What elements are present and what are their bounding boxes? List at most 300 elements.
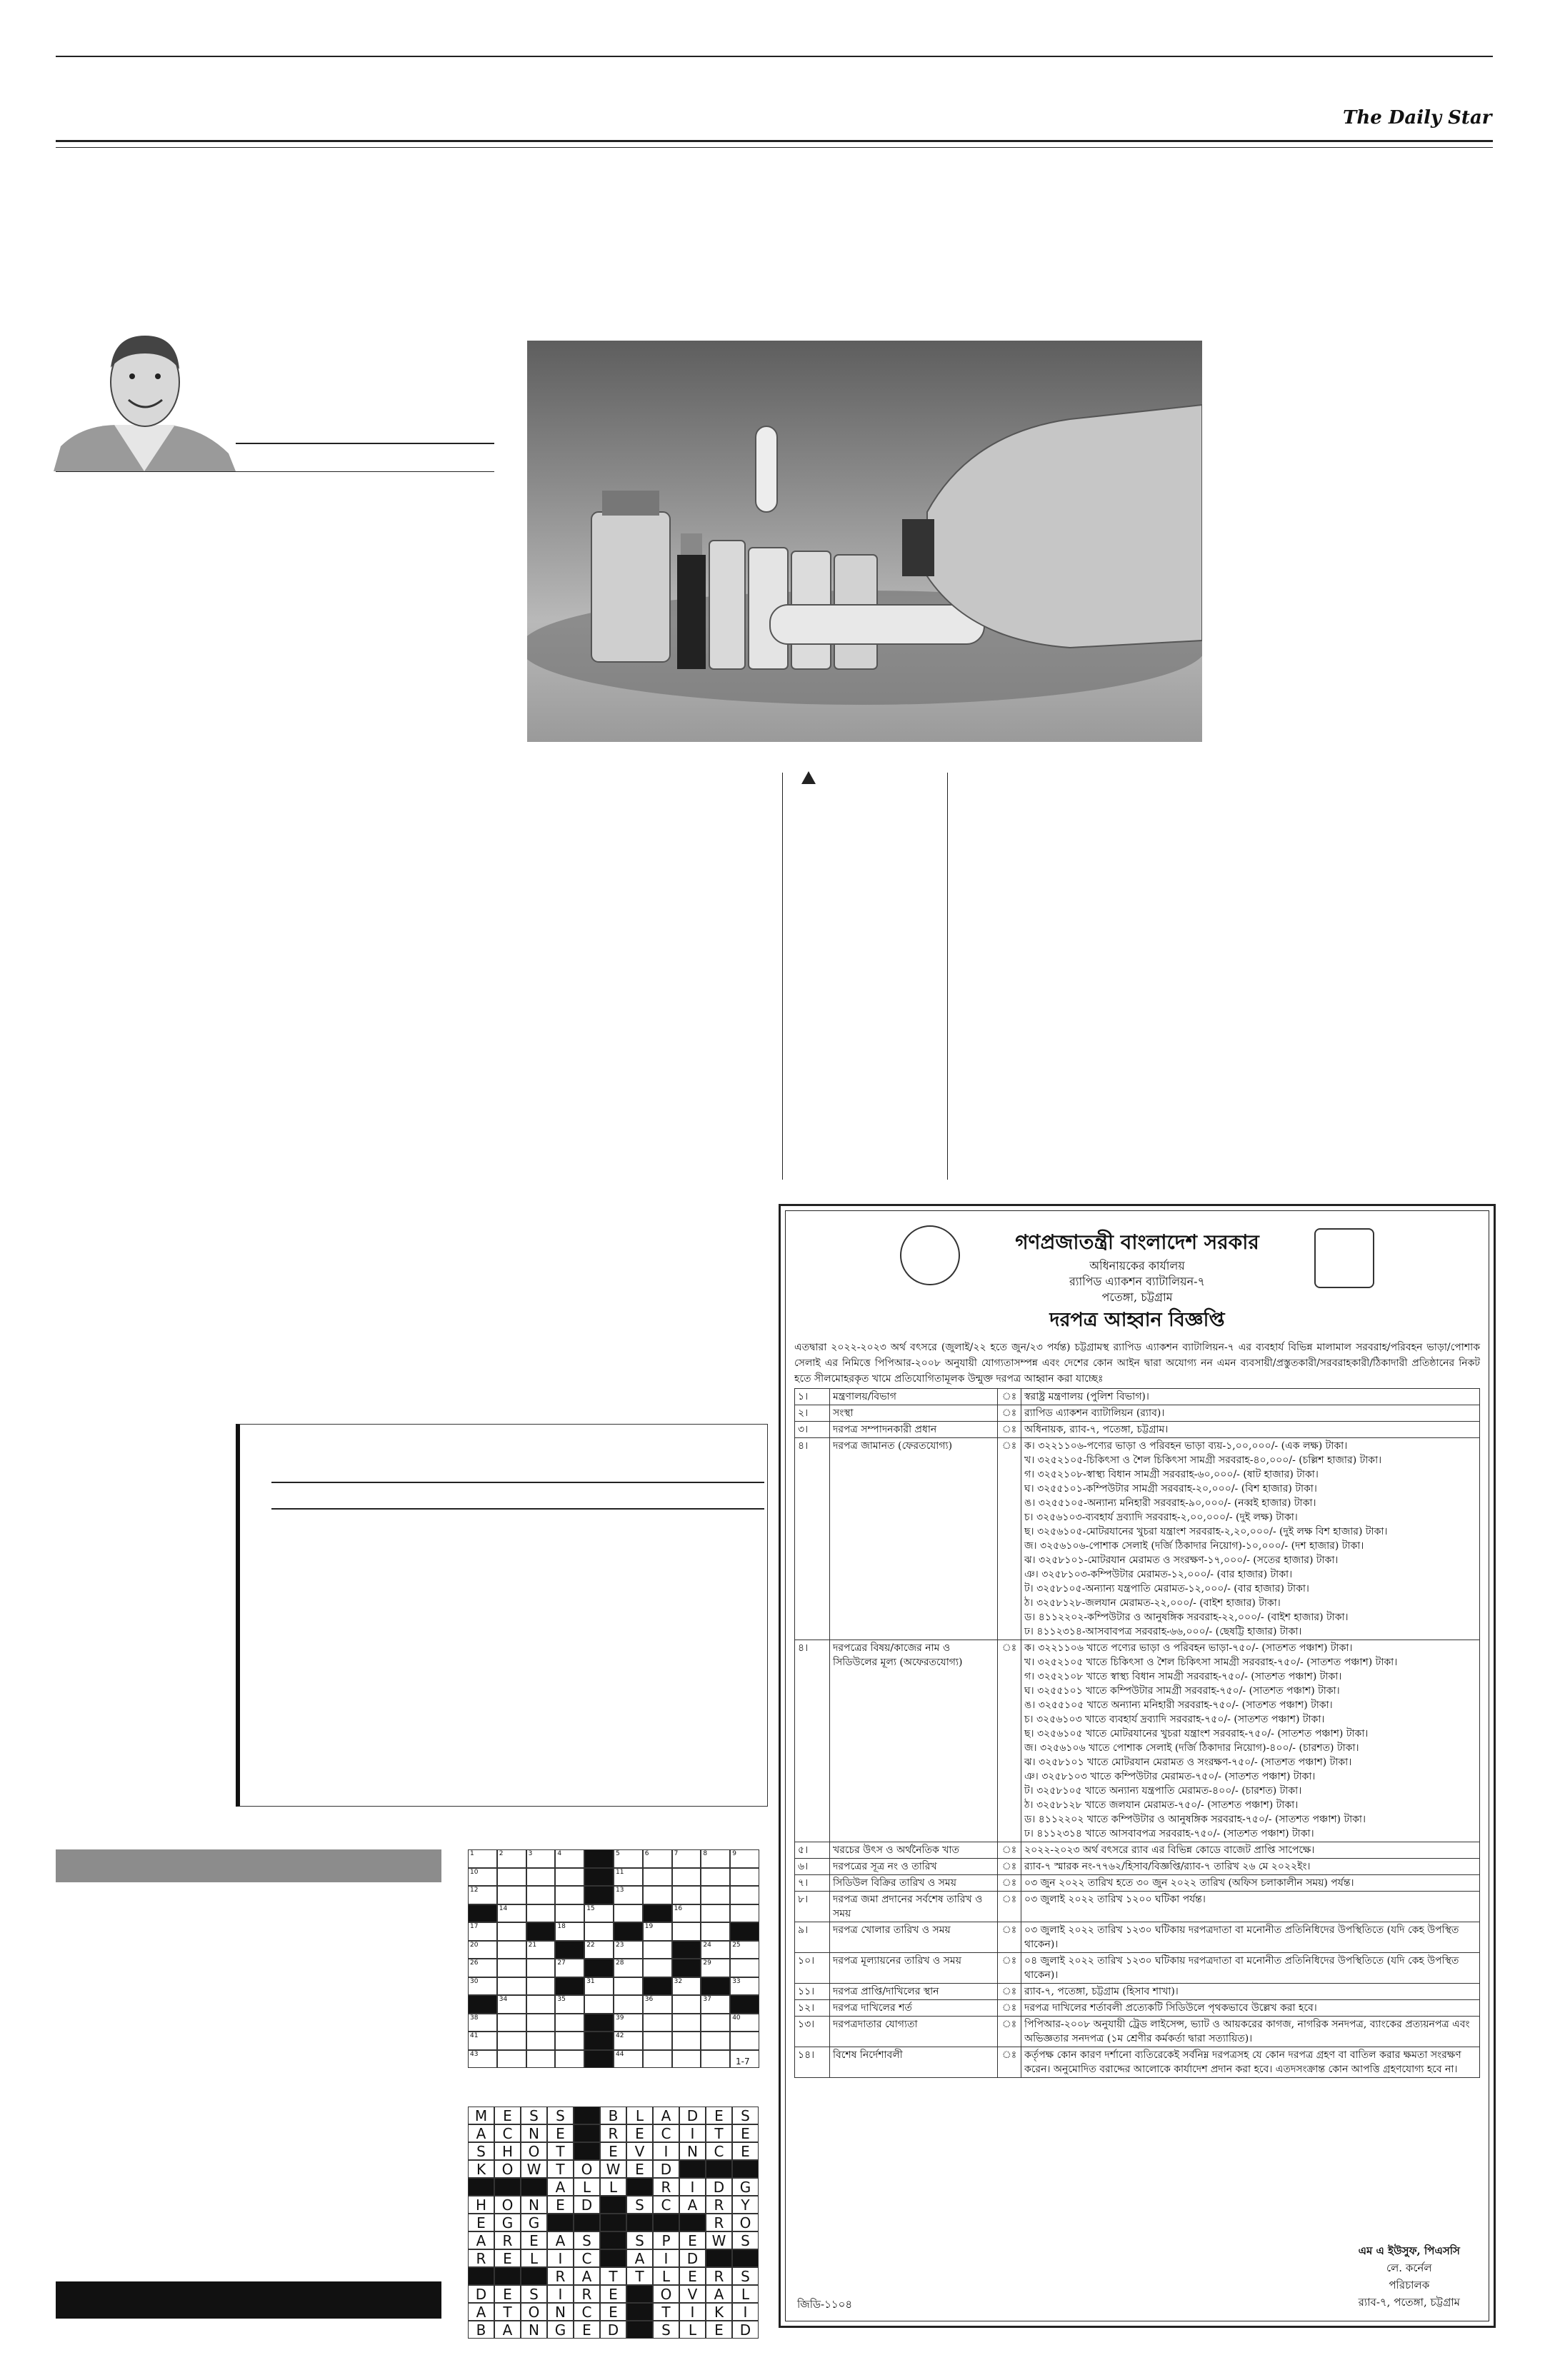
solution-cell: V — [626, 2142, 653, 2160]
solution-cell: E — [574, 2321, 600, 2339]
crossword-date: 1-7 — [736, 2057, 750, 2067]
tender-row-number: ৫। — [795, 1842, 830, 1859]
solution-cell — [679, 2160, 706, 2178]
tender-row-line: ঞ। ৩২৫৮১০৩-কম্পিউটার মেরামত-১২,০০০/- (বার হাজার) টাকা। — [1024, 1569, 1293, 1580]
tender-intro: এতদ্বারা ২০২২-২০২৩ অর্থ বৎসরে (জুলাই/২২ হতে জুন/২৩ পর্যন্ত) চট্টগ্রামস্থ র‍্যাপিড এ্যাকশন ব্যাটালিয়ন-৭ এর ব্যবহার্য বিভিন্ন মালামাল সরবরাহ/পরিবহন ভাড়া/পোশাক সেলাই এর নিমিত্তে পিপিআর-২০০৮ অনুযায়ী যোগ্যতাসম্পন্ন এবং দেশের কোন আইন দ্বারা অযোগ্য নন এমন ব্যবসায়ী/প্রস্তুতকারী/সরবরাহকারী/ঠিকাদারী প্রতিষ্ঠানের নিকট হতে সীলমোহরকৃত খামে প্রতিযোগিতামূলক উন্মুক্ত দরপত্র আহ্বান করা যাচ্ছেঃ — [794, 1342, 1480, 1385]
solution-cell — [494, 2267, 521, 2285]
tender-row-number: ২। — [795, 1405, 830, 1422]
crossword-cell — [672, 1995, 701, 2014]
tender-row-line: ড। ৪১১২২০২ খাতে কম্পিউটার ও আনুষঙ্গিক সরবরাহ-৭৫০/- (সাতশত পঞ্চাশ) টাকা। — [1024, 1814, 1366, 1825]
solution-cell: D — [574, 2196, 600, 2214]
tender-row-line: ঝ। ৩২৫৮১০১-মোটরযান মেরামত ও সংরক্ষণ-১৭,০০০/- (সতের হাজার) টাকা। — [1024, 1555, 1339, 1566]
crossword-solution-grid — [468, 2107, 759, 2339]
solution-cell: S — [574, 2231, 600, 2249]
crossword-cell — [526, 2014, 556, 2032]
solution-cell: A — [547, 2231, 574, 2249]
tender-row-line: গ। ৩২৫২১০৮ খাতে স্বাস্থ্য বিধান সামগ্রী সরবরাহ-৭৫০/- (সাতশত পঞ্চাশ) টাকা। — [1024, 1671, 1342, 1682]
tender-row-line: ছ। ৩২৫৬১০৫ খাতে মোটরযানের খুচরা যন্ত্রাংশ সরবরাহ-৭৫০/- (সাতশত পঞ্চাশ) টাকা। — [1024, 1728, 1369, 1739]
tender-row — [795, 1859, 1480, 1875]
solution-cell: I — [732, 2303, 759, 2321]
crossword-cell — [526, 1886, 556, 1904]
crossword-cell — [468, 1904, 497, 1923]
tender-row-line: ঢ। ৪১১২৩১৪ খাতে আসবাবপত্র সরবরাহ-৭৫০/- (সাতশত পঞ্চাশ) টাকা। — [1024, 1828, 1314, 1839]
crossword-cell — [584, 1995, 614, 2014]
tender-row-number: ১১। — [795, 1984, 830, 2000]
solution-cell: M — [468, 2107, 494, 2124]
crossword-clue-number: 6 — [644, 1850, 649, 1857]
crossword-clue-number: 38 — [470, 2014, 479, 2022]
masthead-logo: The Daily Star — [1343, 107, 1492, 129]
solution-cell: E — [547, 2196, 574, 2214]
solution-cell: I — [679, 2178, 706, 2196]
crossword-cell — [643, 1922, 672, 1941]
header-rule-1 — [56, 140, 1493, 142]
solution-cell: B — [600, 2107, 626, 2124]
tender-row — [795, 1640, 1480, 1842]
solution-cell — [521, 2178, 547, 2196]
crossword-cell — [730, 1941, 759, 1959]
solution-cell: S — [521, 2107, 547, 2124]
solution-cell: D — [653, 2160, 679, 2178]
tender-row-label: দরপত্র দাখিলের শর্ত — [830, 2000, 998, 2017]
crossword-clue-number: 23 — [616, 1941, 624, 1949]
crossword-clue-number: 18 — [557, 1923, 566, 1930]
solution-cell: S — [732, 2107, 759, 2124]
crossword-cell — [672, 1849, 701, 1868]
tender-row-line: ০৩ জুলাই ২০২২ তারিখ ১২৩০ ঘটিকায় দরপত্রদাতা বা মনোনীত প্রতিনিধিদের উপস্থিতিতে (যদি কেহ উপস্থিত থাকেন)। — [1024, 1924, 1459, 1950]
tender-row — [795, 2047, 1480, 2078]
solution-cell: R — [468, 2249, 494, 2267]
crossword-clue-number: 16 — [674, 1904, 683, 1912]
solution-cell: O — [494, 2160, 521, 2178]
tender-row-value — [1021, 2000, 1480, 2017]
crossword-cell — [584, 1922, 614, 1941]
solution-cell: T — [547, 2160, 574, 2178]
solution-cell — [521, 2267, 547, 2285]
tender-row-line: চ। ৩২৫৬১০৩ খাতে ব্যবহার্য দ্রব্যাদি সরবরাহ-৭৫০/- (সাতশত পঞ্চাশ) টাকা। — [1024, 1714, 1325, 1725]
solution-cell: Y — [732, 2196, 759, 2214]
crossword-clue-number: 42 — [616, 2032, 624, 2039]
solution-cell: E — [732, 2124, 759, 2142]
crossword-cell — [614, 1959, 643, 1977]
tender-row-line: ঞ। ৩২৫৮১০৩ খাতে কম্পিউটার মেরামত-৭৫০/- (সাতশত পঞ্চাশ) টাকা। — [1024, 1771, 1316, 1782]
tender-row — [795, 1405, 1480, 1422]
solution-cell: T — [653, 2303, 679, 2321]
solution-cell: E — [679, 2231, 706, 2249]
solution-cell — [600, 2249, 626, 2267]
tender-row-separator: ঃ — [998, 1438, 1021, 1640]
solution-cell: N — [521, 2124, 547, 2142]
solution-cell: E — [547, 2124, 574, 2142]
crossword-cell — [643, 1904, 672, 1923]
crossword-cell — [643, 1977, 672, 1996]
solution-cell: E — [494, 2285, 521, 2303]
crossword-cell — [701, 1849, 730, 1868]
tender-row-label: দরপত্র জমা প্রদানের সর্বশেষ তারিখ ও সময় — [830, 1892, 998, 1922]
crossword-cell — [584, 1868, 614, 1887]
crossword-cell — [468, 2032, 497, 2050]
crossword-cell — [730, 2032, 759, 2050]
tender-row-value — [1021, 1875, 1480, 1892]
solution-cell: I — [653, 2142, 679, 2160]
crossword-cell — [672, 2032, 701, 2050]
top-rule — [56, 56, 1493, 57]
solution-cell — [494, 2178, 521, 2196]
solution-cell: T — [494, 2303, 521, 2321]
crossword-clue-number: 10 — [470, 1868, 479, 1876]
tender-row-value — [1021, 1842, 1480, 1859]
crossword-cell — [468, 1959, 497, 1977]
crossword-cell — [497, 1959, 526, 1977]
tender-row — [795, 1422, 1480, 1438]
crossword-cell — [555, 1941, 584, 1959]
solution-cell — [600, 2214, 626, 2231]
solution-cell: K — [706, 2303, 732, 2321]
crossword-clue-number: 7 — [674, 1850, 679, 1857]
crossword-cell — [555, 1959, 584, 1977]
crossword-clue-number: 43 — [470, 2050, 479, 2058]
tender-row-separator: ঃ — [998, 1859, 1021, 1875]
tender-row-line: ছ। ৩২৫৬১০৫-মোটরযানের খুচরা যন্ত্রাংশ সরবরাহ-২,২০,০০০/- (দুই লক্ষ বিশ হাজার) টাকা। — [1024, 1526, 1388, 1537]
tender-table — [794, 1388, 1480, 2078]
tender-row-number: ১৪। — [795, 2047, 830, 2078]
tender-row-number: ৪। — [795, 1640, 830, 1842]
solution-cell: E — [521, 2231, 547, 2249]
solution-cell: O — [494, 2196, 521, 2214]
crossword-cell — [497, 1904, 526, 1923]
tender-location: পতেঙ্গা, চট্টগ্রাম — [1101, 1290, 1173, 1304]
crossword-cell — [555, 2050, 584, 2069]
solution-cell: N — [547, 2303, 574, 2321]
solution-cell — [732, 2249, 759, 2267]
crossword-cell — [497, 1941, 526, 1959]
crossword-cell — [584, 2014, 614, 2032]
solution-cell: S — [626, 2196, 653, 2214]
solution-cell: O — [732, 2214, 759, 2231]
crossword-cell — [614, 1904, 643, 1923]
crossword-cell — [584, 1886, 614, 1904]
crossword-header-bar — [56, 1849, 441, 1882]
solution-cell — [574, 2142, 600, 2160]
solution-cell: O — [653, 2285, 679, 2303]
crossword-cell — [468, 1977, 497, 1996]
tender-row-number: ৮। — [795, 1892, 830, 1922]
crossword-cell — [672, 1868, 701, 1887]
crossword-cell — [730, 1849, 759, 1868]
crossword-cell — [614, 2050, 643, 2069]
crossword-cell — [555, 2014, 584, 2032]
crossword-cell — [614, 1941, 643, 1959]
crossword-cell — [497, 1849, 526, 1868]
crossword-cell — [584, 1941, 614, 1959]
tender-row-line: ক। ৩২২১১০৬ খাতে পণ্যের ভাড়া ও পরিবহন ভাড়া-৭৫০/- (সাতশত পঞ্চাশ) টাকা। — [1024, 1642, 1353, 1654]
crossword-cell — [643, 1868, 672, 1887]
crossword-clue-number: 3 — [528, 1850, 533, 1857]
crossword-clue-number: 34 — [499, 1996, 508, 2003]
tender-row-line: ০৪ জুলাই ২০২২ তারিখ ১২৩০ ঘটিকায় দরপত্রদাতা বা মনোনীত প্রতিনিধিদের উপস্থিতিতে (যদি কেহ উপস্থিত থাকেন)। — [1024, 1955, 1459, 1981]
crossword-cell — [497, 2050, 526, 2069]
tender-row-line: ট। ৩২৫৮১০৫-অন্যান্য যন্ত্রপাতি মেরামত-১২,০০০/- (বার হাজার) টাকা। — [1024, 1583, 1309, 1595]
crossword-cell — [468, 2050, 497, 2069]
solution-cell: A — [706, 2285, 732, 2303]
solution-cell: G — [547, 2321, 574, 2339]
tender-notice — [779, 1204, 1496, 2328]
crossword-clue-number: 36 — [644, 1996, 654, 2003]
tender-row-line: ঘ। ৩২৫৫১০১ খাতে কম্পিউটার সামগ্রী সরবরাহ-৭৫০/- (সাতশত পঞ্চাশ) টাকা। — [1024, 1685, 1340, 1697]
tender-row-separator: ঃ — [998, 1892, 1021, 1922]
solution-cell: A — [574, 2267, 600, 2285]
solution-cell: O — [521, 2142, 547, 2160]
solution-cell: G — [494, 2214, 521, 2231]
solution-cell — [732, 2160, 759, 2178]
crossword-cell — [555, 1977, 584, 1996]
crossword-cell — [526, 2050, 556, 2069]
solution-cell — [653, 2214, 679, 2231]
crossword-cell — [672, 2050, 701, 2069]
tender-row-label: দরপত্রের বিষয়/কাজের নাম ও সিডিউলের মূল্য (অফেরতযোগ্য) — [830, 1640, 998, 1842]
tender-row-line: ০৩ জুন ২০২২ তারিখ হতে ৩০ জুন ২০২২ তারিখ (অফিস চলাকালীন সময়) পর্যন্ত। — [1024, 1877, 1354, 1889]
crossword-clue-number: 31 — [586, 1977, 595, 1985]
solution-footer-bar — [56, 2281, 441, 2319]
tender-row-number: ১৩। — [795, 2017, 830, 2047]
tender-row-line: র‍্যাব-৭, পতেঙ্গা, চট্টগ্রাম (হিসাব শাখা)। — [1024, 1986, 1179, 1997]
tender-row-line: র‍্যাপিড এ্যাকশন ব্যাটালিয়ন (র‍্যাব)। — [1024, 1407, 1165, 1419]
column-rule-right — [947, 773, 948, 1180]
crossword-cell — [643, 1886, 672, 1904]
solution-cell: S — [547, 2107, 574, 2124]
tender-row-line: গ। ৩২৫২১০৮-স্বাস্থ্য বিধান সামগ্রী সরবরাহ-৬০,০০০/- (ষাট হাজার) টাকা। — [1024, 1469, 1319, 1480]
crossword-cell — [701, 2014, 730, 2032]
tender-signatory — [1359, 2242, 1460, 2311]
tender-row-line: ঠ। ৩২৫৮১২৮-জলযান মেরামত-২২,০০০/- (বাইশ হাজার) টাকা। — [1024, 1597, 1281, 1609]
solution-cell: L — [574, 2178, 600, 2196]
crossword-cell — [584, 2032, 614, 2050]
crossword-clue-number: 41 — [470, 2032, 479, 2039]
tender-row — [795, 1389, 1480, 1405]
tender-row-label: খরচের উৎস ও অর্থনৈতিক খাত — [830, 1842, 998, 1859]
tender-row-line: পিপিআর-২০০৮ অনুযায়ী ট্রেড লাইসেন্স, ভ্যাট ও আয়করের কাগজ, নাগরিক সনদপত্র, ব্যাংকের প্রত্যয়নপত্র এবং অভিজ্ঞতার সনদপত্র (১ম শ্রেণীর কর্মকর্তা দ্বারা সত্যায়িত)। — [1024, 2019, 1470, 2044]
tender-row-label: মন্ত্রণালয়/বিভাগ — [830, 1389, 998, 1405]
crossword-clue-number: 1 — [470, 1850, 474, 1857]
tender-row — [795, 2017, 1480, 2047]
solution-cell: L — [732, 2285, 759, 2303]
crossword-cell — [526, 1904, 556, 1923]
crossword-cell — [643, 2014, 672, 2032]
crossword-clue-number: 30 — [470, 1977, 479, 1985]
boxed-article-rule-2 — [271, 1508, 764, 1510]
tender-row-line: চ। ৩২৫৬১০৩-ব্যবহার্য দ্রব্যাদি সরবরাহ-২,০০,০০০/- (দুই লক্ষ) টাকা। — [1024, 1512, 1298, 1523]
tender-row-line: জ। ৩২৫৬১০৬ খাতে পোশাক সেলাই (দর্জি ঠিকাদার নিয়োগ)-৪০০/- (চারশত) টাকা। — [1024, 1742, 1359, 1754]
solution-cell: B — [468, 2321, 494, 2339]
solution-cell: R — [494, 2231, 521, 2249]
solution-cell: E — [600, 2142, 626, 2160]
crossword-cell — [730, 1886, 759, 1904]
solution-cell: A — [626, 2249, 653, 2267]
crossword-cell — [555, 1886, 584, 1904]
crossword-cell — [643, 1941, 672, 1959]
crossword-cell — [526, 1995, 556, 2014]
crossword-grid — [468, 1849, 759, 2068]
solution-cell: E — [468, 2214, 494, 2231]
tender-row-line: জ। ৩২৫৬১০৬-পোশাক সেলাই (দর্জি ঠিকাদার নিয়োগ)-১০,০০০/- (দশ হাজার) টাকা। — [1024, 1540, 1364, 1552]
tender-row-line: কর্তৃপক্ষ কোন কারণ দর্শানো ব্যতিরেকেই সর্বনিম্ন দরপত্রসহ যে কোন দরপত্র গ্রহণ বা বাতিল করার ক্ষমতা সংরক্ষণ করেন। অনুমোদিত বরাদ্দের আলোকে কার্যাদেশ প্রদান করা হবে। এতদসংক্রান্ত কোন আপত্তি গ্রহণযোগ্য হবে না। — [1024, 2049, 1461, 2075]
solution-cell: A — [468, 2231, 494, 2249]
tender-battalion: র‍্যাপিড এ্যাকশন ব্যাটালিয়ন-৭ — [1069, 1275, 1205, 1288]
solution-cell: E — [600, 2285, 626, 2303]
tender-row — [795, 1438, 1480, 1640]
solution-cell: R — [706, 2214, 732, 2231]
solution-cell: E — [626, 2124, 653, 2142]
solution-cell: W — [521, 2160, 547, 2178]
crossword-cell — [468, 1922, 497, 1941]
solution-cell — [574, 2124, 600, 2142]
tender-row-line: দরপত্র দাখিলের শর্তাবলী প্রত্যেকটি সিডিউলে পৃথকভাবে উল্লেখ করা হবে। — [1024, 2002, 1317, 2014]
tender-row — [795, 1875, 1480, 1892]
tender-row-value — [1021, 1953, 1480, 1984]
crossword-clue-number: 13 — [616, 1887, 624, 1894]
solution-cell: R — [574, 2285, 600, 2303]
crossword-cell — [497, 1922, 526, 1941]
solution-cell: I — [547, 2249, 574, 2267]
solution-cell: G — [732, 2178, 759, 2196]
tender-row-separator: ঃ — [998, 1640, 1021, 1842]
tender-row-line: ঠ। ৩২৫৮১২৮ খাতে জলযান মেরামত-৭৫০/- (সাতশত পঞ্চাশ) টাকা। — [1024, 1799, 1299, 1811]
crossword-cell — [672, 1904, 701, 1923]
boxed-article-rule-1 — [271, 1482, 764, 1483]
tender-row-value — [1021, 1859, 1480, 1875]
tender-row-line: স্বরাষ্ট্র মন্ত্রণালয় (পুলিশ বিভাগ)। — [1024, 1391, 1149, 1402]
crossword-cell — [701, 2050, 730, 2069]
crossword-cell — [672, 1959, 701, 1977]
tender-row-value — [1021, 1438, 1480, 1640]
solution-cell: L — [679, 2321, 706, 2339]
tender-row-value — [1021, 1389, 1480, 1405]
solution-cell — [706, 2249, 732, 2267]
crossword-cell — [497, 1977, 526, 1996]
tender-row-separator: ঃ — [998, 1875, 1021, 1892]
solution-cell — [600, 2231, 626, 2249]
solution-cell — [574, 2107, 600, 2124]
crossword-clue-number: 26 — [470, 1959, 479, 1967]
crossword-cell — [555, 1849, 584, 1868]
tender-row — [795, 2000, 1480, 2017]
byline-rule-1 — [236, 443, 494, 444]
crossword-cell — [701, 1941, 730, 1959]
signatory-name: এম এ ইউসুফ, পিএসসি — [1358, 2244, 1460, 2257]
solution-cell: T — [547, 2142, 574, 2160]
tender-row-line: ঢ। ৪১১২৩১৪-আসবাবপত্র সরবরাহ-৬৬,০০০/- (ছেষট্টি হাজার) টাকা। — [1024, 1626, 1302, 1637]
crossword-cell — [643, 1849, 672, 1868]
tender-row-line: খ। ৩২৫২১০৫ খাতে চিকিৎসা ও শৈল চিকিৎসা সামগ্রী সরবরাহ-৭৫০/- (সাতশত পঞ্চাশ) টাকা। — [1024, 1657, 1398, 1668]
crossword-cell — [730, 1922, 759, 1941]
solution-cell: E — [626, 2160, 653, 2178]
solution-cell: G — [521, 2214, 547, 2231]
tender-row-line: র‍্যাব-৭ স্মারক নং-৭৭৬২/হিসাব/বিজ্ঞপ্তি/র‍্যাব-৭ তারিখ ২৬ মে ২০২২ইং। — [1024, 1861, 1311, 1872]
solution-cell: E — [494, 2107, 521, 2124]
crossword-cell — [526, 1941, 556, 1959]
tender-row-line: ড। ৪১১২২০২-কম্পিউটার ও আনুষঙ্গিক সরবরাহ-২২,০০০/- (বাইশ হাজার) টাকা। — [1024, 1612, 1349, 1623]
tender-row-value — [1021, 1984, 1480, 2000]
crossword-cell — [614, 1995, 643, 2014]
solution-cell: A — [547, 2178, 574, 2196]
solution-cell: A — [468, 2303, 494, 2321]
column-rule-left — [782, 773, 783, 1180]
crossword-cell — [468, 2014, 497, 2032]
crossword-cell — [555, 2032, 584, 2050]
crossword-cell — [701, 1868, 730, 1887]
crossword-cell — [672, 1941, 701, 1959]
byline-rule-2 — [56, 471, 494, 472]
solution-cell: A — [653, 2107, 679, 2124]
solution-cell: T — [600, 2267, 626, 2285]
crossword-cell — [497, 1886, 526, 1904]
tender-row — [795, 1953, 1480, 1984]
solution-cell: E — [600, 2303, 626, 2321]
tender-row-value — [1021, 1422, 1480, 1438]
solution-cell: S — [653, 2321, 679, 2339]
tender-row-separator: ঃ — [998, 2000, 1021, 2017]
solution-cell: C — [494, 2124, 521, 2142]
crossword-clue-number: 9 — [732, 1850, 736, 1857]
tender-row-number: ৭। — [795, 1875, 830, 1892]
solution-cell — [626, 2303, 653, 2321]
crossword-cell — [584, 2050, 614, 2069]
solution-cell: D — [679, 2107, 706, 2124]
crossword-clue-number: 2 — [499, 1850, 504, 1857]
crossword-clue-number: 12 — [470, 1887, 479, 1894]
crossword-cell — [672, 1922, 701, 1941]
crossword-cell — [614, 1886, 643, 1904]
crossword-cell — [643, 2032, 672, 2050]
crossword-cell — [497, 2032, 526, 2050]
triangle-icon — [801, 771, 816, 784]
crossword-cell — [468, 1995, 497, 2014]
tender-row — [795, 1842, 1480, 1859]
crossword-cell — [730, 1868, 759, 1887]
tender-row-label: দরপত্র প্রাপ্তি/দাখিলের স্থান — [830, 1984, 998, 2000]
crossword-cell — [584, 1904, 614, 1923]
solution-cell: L — [626, 2107, 653, 2124]
crossword-cell — [584, 1849, 614, 1868]
solution-cell: S — [468, 2142, 494, 2160]
crossword-cell — [701, 1904, 730, 1923]
crossword-clue-number: 29 — [703, 1959, 711, 1967]
crossword-clue-number: 4 — [557, 1850, 562, 1857]
solution-cell: L — [521, 2249, 547, 2267]
crossword-clue-number: 44 — [616, 2050, 624, 2058]
crossword-cell — [497, 2014, 526, 2032]
tender-row-line: অধিনায়ক, র‍্যাব-৭, পতেঙ্গা, চট্টগ্রাম। — [1024, 1424, 1169, 1435]
solution-cell: N — [521, 2321, 547, 2339]
tender-row-separator: ঃ — [998, 1922, 1021, 1953]
crossword-cell — [730, 1959, 759, 1977]
solution-cell: H — [494, 2142, 521, 2160]
tender-headline: দরপত্র আহ্বান বিজ্ঞপ্তি — [1049, 1309, 1225, 1331]
crossword-clue-number: 25 — [732, 1941, 741, 1949]
tender-row-separator: ঃ — [998, 1405, 1021, 1422]
crossword-clue-number: 33 — [732, 1977, 741, 1985]
tender-row-label: দরপত্র জামানত (ফেরতযোগ্য) — [830, 1438, 998, 1640]
tender-row-line: ঙ। ৩২৫৫১০৫ খাতে অন্যান্য মনিহারী সরবরাহ-৭৫০/- (সাতশত পঞ্চাশ) টাকা। — [1024, 1699, 1333, 1711]
tender-row-label: দরপত্র মূল্যায়নের তারিখ ও সময় — [830, 1953, 998, 1984]
solution-cell: C — [574, 2303, 600, 2321]
tender-row-separator: ঃ — [998, 1984, 1021, 2000]
tender-office: অধিনায়কের কার্যালয় — [1089, 1259, 1185, 1272]
solution-cell — [468, 2267, 494, 2285]
crossword-cell — [614, 2014, 643, 2032]
tender-row-label: সংস্থা — [830, 1405, 998, 1422]
crossword-cell — [643, 1959, 672, 1977]
